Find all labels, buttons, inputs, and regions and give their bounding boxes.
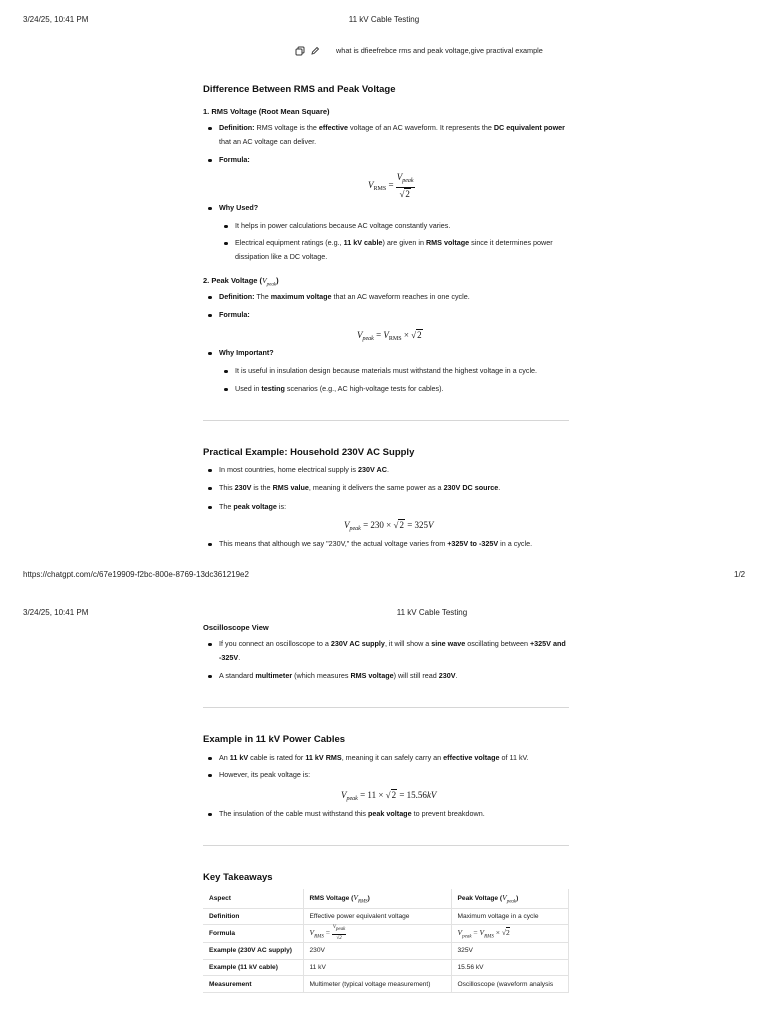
edit-icon[interactable]: [310, 46, 320, 56]
oscilloscope-item-1: If you connect an oscilloscope to a 230V AC supply, it will show a sine wave oscillating between +325V and -325V.: [219, 637, 571, 665]
column-header-rms: RMS Voltage $(V_{RMS})$: [303, 889, 451, 908]
oscilloscope-heading: Oscilloscope View: [203, 623, 269, 632]
table-cell: Effective power equivalent voltage: [303, 908, 451, 925]
table-cell: Formula: [203, 925, 303, 943]
copy-icon[interactable]: [295, 46, 305, 56]
section-title-household: Practical Example: Household 230V AC Supply: [203, 447, 415, 458]
print-date: 3/24/25, 10:41 PM: [23, 15, 89, 24]
table-cell: 230V: [303, 943, 451, 960]
peak-definition-item: Definition: The maximum voltage that an AC waveform reaches in one cycle.: [219, 290, 571, 304]
table-cell: Maximum voltage in a cycle: [451, 908, 569, 925]
document-title: 11 kV Cable Testing: [348, 15, 420, 24]
table-row: [203, 925, 569, 943]
section-title-takeaways: Key Takeaways: [203, 872, 273, 883]
household-peak-formula: $V_{peak} = 230 \times √2 = 325V$: [344, 520, 434, 532]
cable-peak-formula: $V_{peak} = 11 \times √2 = 15.56kV$: [341, 790, 437, 802]
table-cell: Oscilloscope (waveform analysis: [451, 976, 569, 993]
table-cell: Definition: [203, 908, 303, 925]
table-row: [203, 943, 569, 960]
table-cell: Example (11 kV cable): [203, 959, 303, 976]
peak-why-item-1: It is useful in insulation design because materials must withstand the highest voltage in a cycle.: [235, 364, 575, 378]
table-row: [203, 908, 569, 925]
table-cell: 15.56 kV: [451, 959, 569, 976]
divider: [203, 845, 569, 846]
user-prompt: what is dfieefrebce rms and peak voltage,give practival example: [336, 46, 543, 55]
oscilloscope-item-2: A standard multimeter (which measures RMS voltage) will still read 230V.: [219, 669, 571, 683]
section-title-difference: Difference Between RMS and Peak Voltage: [203, 84, 396, 95]
household-item-2: This 230V is the RMS value, meaning it delivers the same power as a 230V DC source.: [219, 481, 571, 495]
rms-definition-item: Definition: RMS voltage is the effective voltage of an AC waveform. It represents the DC equivalent power that an AC voltage can deliver.: [219, 121, 571, 149]
document-title-page2: 11 kV Cable Testing: [396, 608, 468, 617]
peak-heading: 2. Peak Voltage $(V_{peak})$: [203, 276, 279, 288]
section-title-cables: Example in 11 kV Power Cables: [203, 734, 346, 745]
column-header-aspect: Aspect: [203, 889, 303, 908]
page-url[interactable]: https://chatgpt.com/c/67e19909-f2bc-800e-8769-13dc361219e2: [23, 570, 249, 579]
peak-why-item-2: Used in testing scenarios (e.g., AC high-voltage tests for cables).: [235, 382, 575, 396]
table-cell: Multimeter (typical voltage measurement): [303, 976, 451, 993]
divider: [203, 420, 569, 421]
rms-why-item-1: It helps in power calculations because AC voltage constantly varies.: [235, 219, 575, 233]
print-date-page2: 3/24/25, 10:41 PM: [23, 608, 89, 617]
divider: [203, 707, 569, 708]
table-row: [203, 976, 569, 993]
table-cell-formula-rms: $V_{RMS}$ = $\frac{V_{peak}}{√2}$: [303, 925, 451, 943]
table-cell: 11 kV: [303, 959, 451, 976]
column-header-peak: Peak Voltage $(V_{peak})$: [451, 889, 569, 908]
table-row: [203, 959, 569, 976]
table-cell: 325V: [451, 943, 569, 960]
rms-formula: $V_{RMS}$ = $\frac{V_{peak}}{√2}$: [368, 172, 414, 199]
cable-item-3: The insulation of the cable must withstand this peak voltage to prevent breakdown.: [219, 807, 571, 821]
rms-heading: 1. RMS Voltage (Root Mean Square): [203, 107, 330, 116]
household-item-1: In most countries, home electrical supply is 230V AC.: [219, 463, 571, 477]
table-cell-formula-peak: $V_{peak} = V_{RMS} \times √2$: [451, 925, 569, 943]
takeaways-table: [203, 889, 569, 993]
household-item-4: This means that although we say "230V," the actual voltage varies from +325V to -325V in a cycle.: [219, 537, 571, 551]
table-header-row: [203, 889, 569, 908]
rms-why-label: Why Used?: [219, 201, 571, 215]
rms-why-item-2: Electrical equipment ratings (e.g., 11 kV cable) are given in RMS voltage since it determines power dissipation like a DC voltage.: [235, 236, 575, 264]
page-number: 1/2: [734, 570, 746, 579]
cable-item-2: However, its peak voltage is:: [219, 768, 571, 782]
peak-formula: $V_{peak} = V_{RMS} \times √2$: [357, 330, 422, 342]
table-cell: Example (230V AC supply): [203, 943, 303, 960]
household-item-3: The peak voltage is:: [219, 500, 571, 514]
rms-formula-label: Formula:: [219, 153, 571, 167]
cable-item-1: An 11 kV cable is rated for 11 kV RMS, meaning it can safely carry an effective voltage of 11 kV.: [219, 751, 571, 765]
peak-why-label: Why Important?: [219, 346, 571, 360]
peak-formula-label: Formula:: [219, 308, 571, 322]
table-cell: Measurement: [203, 976, 303, 993]
